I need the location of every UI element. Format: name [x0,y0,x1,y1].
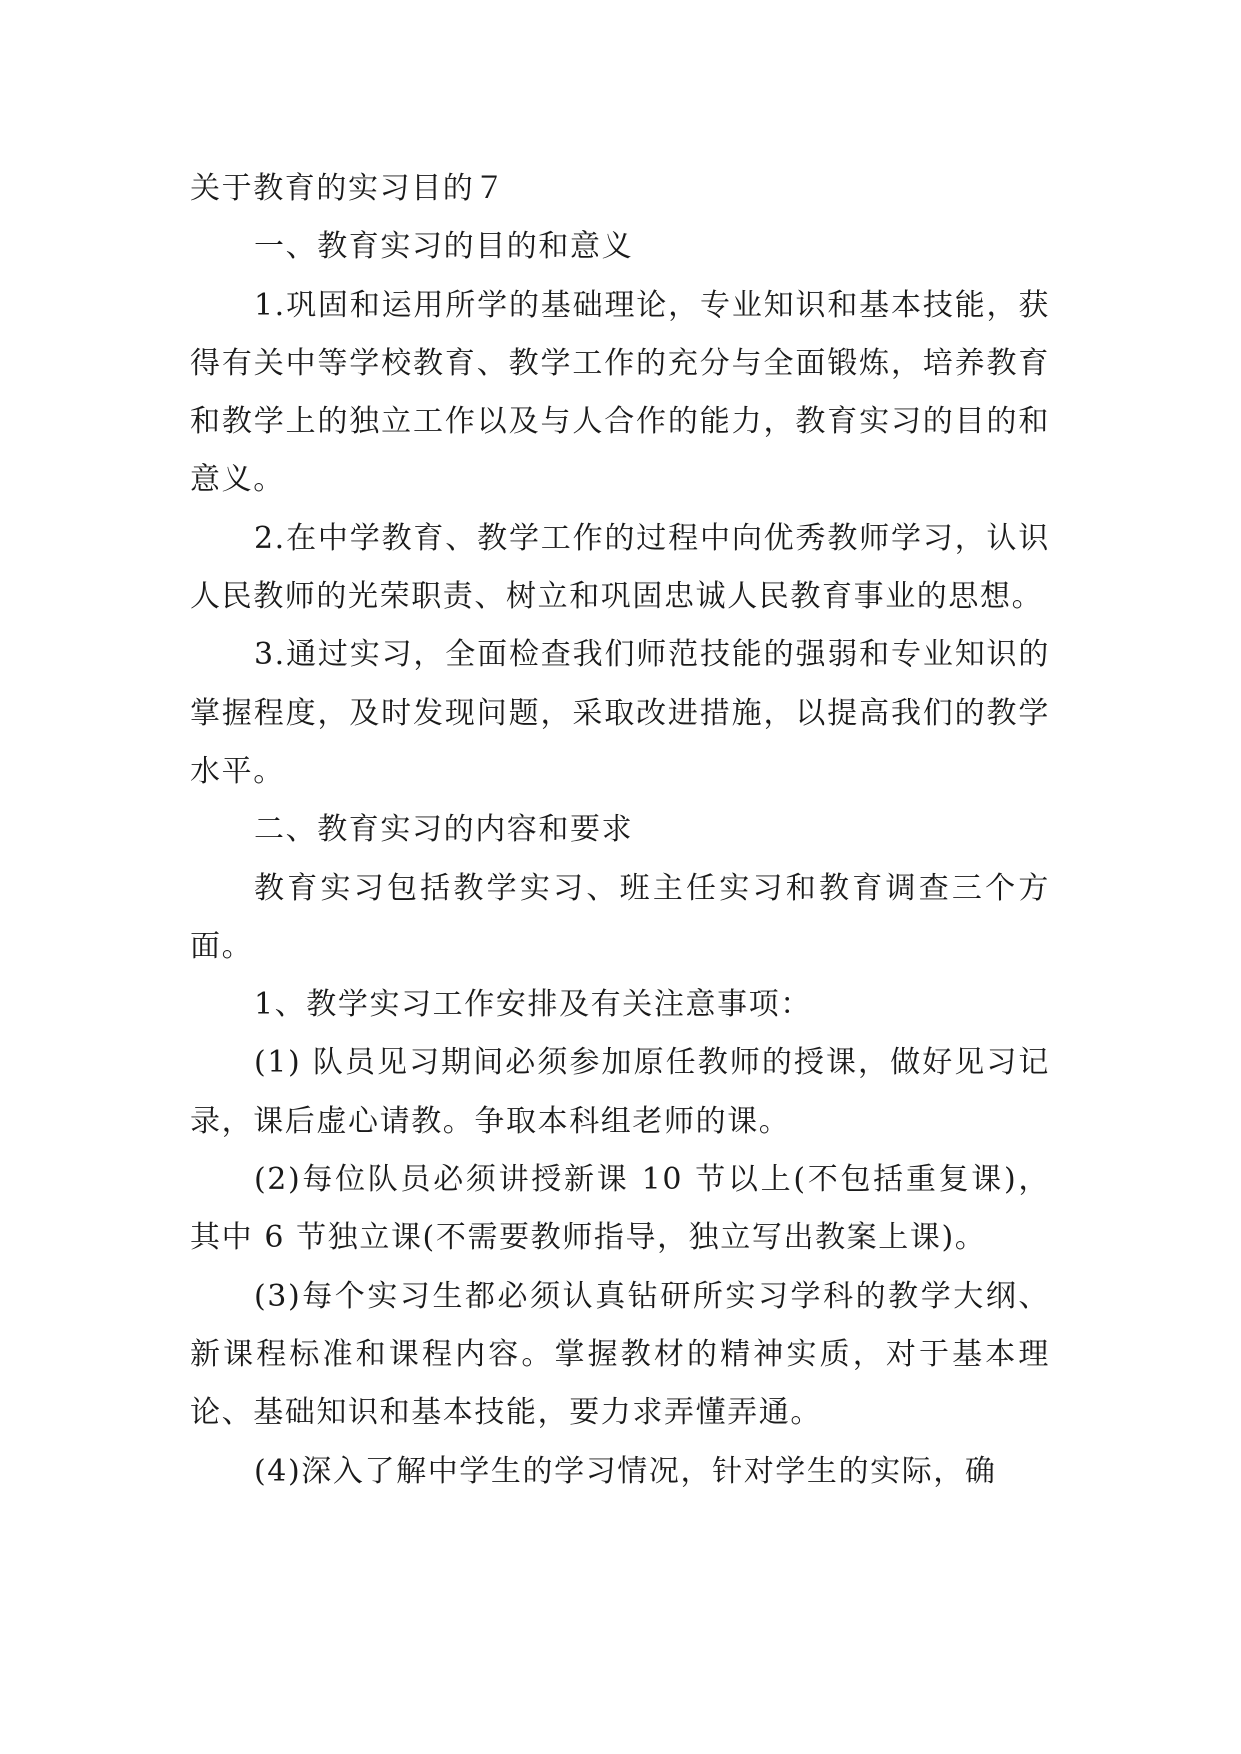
paragraph: 3.通过实习，全面检查我们师范技能的强弱和专业知识的掌握程度，及时发现问题，采取改进措施，以提高我们的教学水平。 [190,637,1050,789]
section-heading: 一、教育实习的目的和意义 [254,229,634,265]
paragraph: (1) 队员见习期间必须参加原任教师的授课，做好见习记录，课后虚心请教。争取本科组老师的课。 [190,1045,1050,1139]
paragraph: 1.巩固和运用所学的基础理论，专业知识和基本技能，获得有关中等学校教育、教学工作的充分与全面锻炼，培养教育和教学上的独立工作以及与人合作的能力，教育实习的目的和意义。 [190,287,1050,498]
paragraph: (2)每位队员必须讲授新课 10 节以上(不包括重复课)，其中 6 节独立课(不需要教师指导，独立写出教案上课)。 [190,1162,1050,1256]
paragraph: 2.在中学教育、教学工作的过程中向优秀教师学习，认识人民教师的光荣职责、树立和巩固忠诚人民教育事业的思想。 [190,520,1050,615]
paragraph: 1、教学实习工作安排及有关注意事项： [254,987,812,1023]
document-body [190,160,1050,1501]
paragraph: 教育实习包括教学实习、班主任实习和教育调查三个方面。 [190,870,1050,964]
paragraph: (3)每个实习生都必须认真钻研所实习学科的教学大纲、新课程标准和课程内容。掌握教材的精神实质，对于基本理论、基础知识和基本技能，要力求弄懂弄通。 [190,1278,1050,1431]
section-heading: 二、教育实习的内容和要求 [254,812,634,848]
document-title: 关于教育的实习目的７ [190,171,506,206]
paragraph: (4)深入了解中学生的学习情况，针对学生的实际，确 [254,1453,997,1489]
